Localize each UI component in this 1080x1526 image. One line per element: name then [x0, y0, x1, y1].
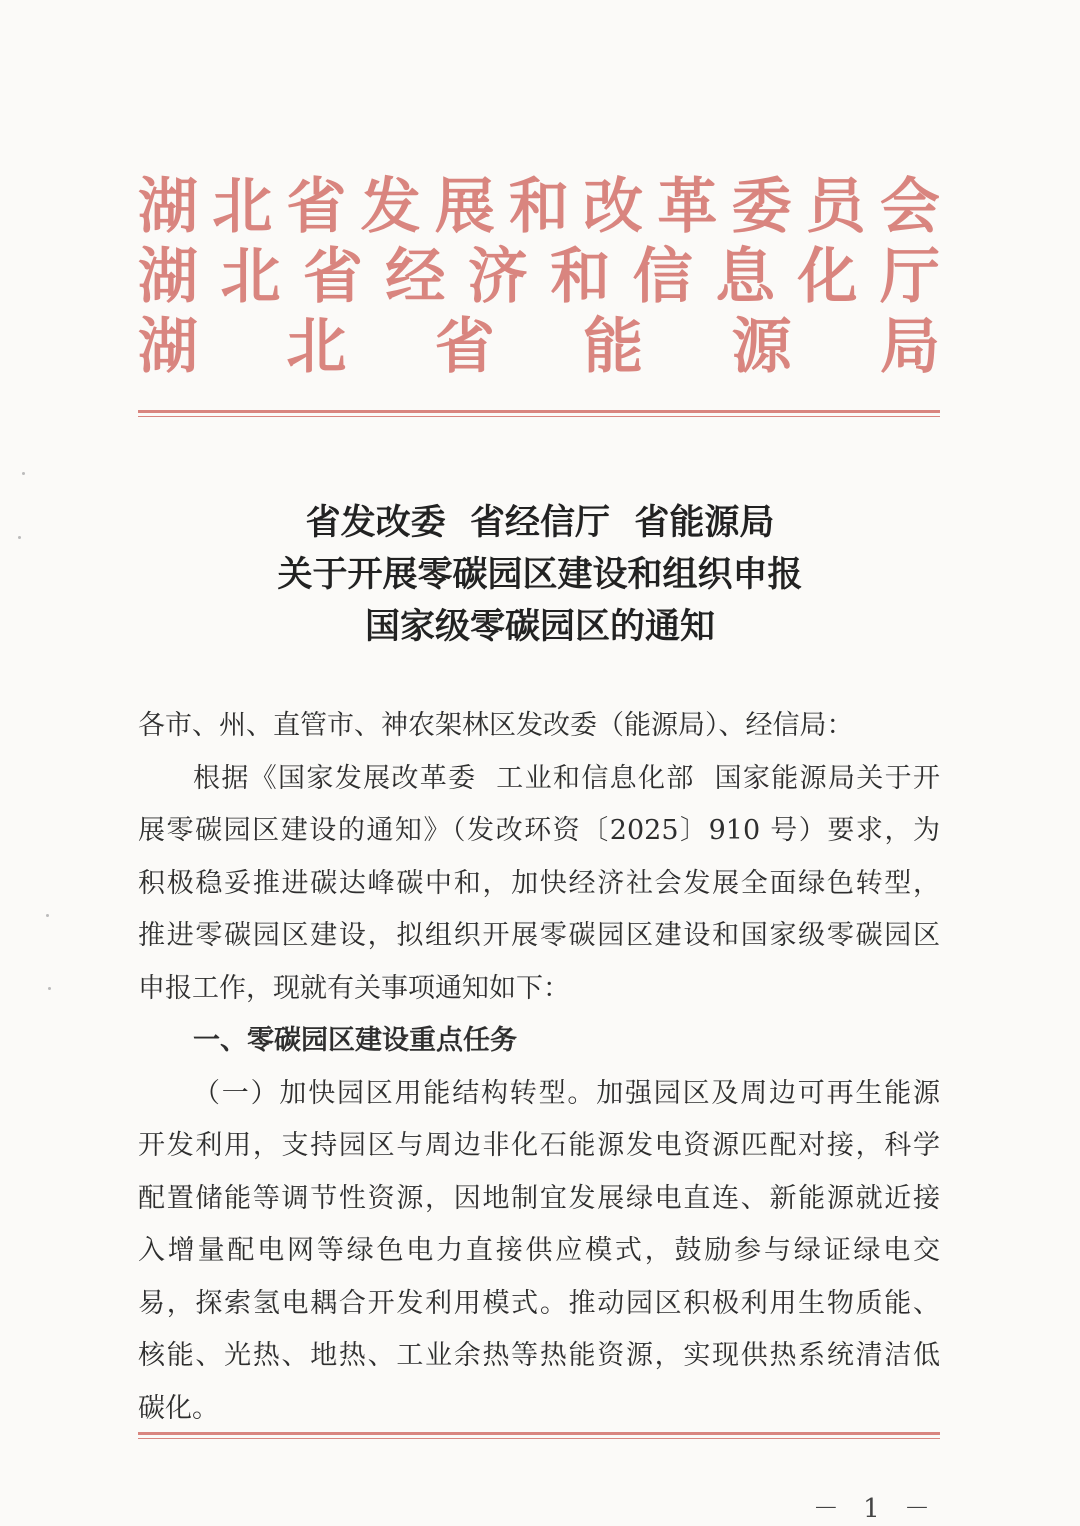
scan-speck	[46, 914, 49, 917]
issuer-char: 息	[715, 242, 776, 312]
issuer-char: 和	[508, 172, 569, 242]
issuer-char: 北	[286, 312, 347, 382]
issuer-char: 展	[434, 172, 495, 242]
issuer-char: 济	[467, 242, 528, 312]
issuer-char: 委	[731, 172, 792, 242]
issuer-char: 北	[212, 172, 273, 242]
paragraph-line: 入增量配电网等绿色电力直接供应模式，鼓励参与绿证绿电交	[138, 1235, 940, 1266]
issuer-char: 发	[360, 172, 421, 242]
document-body	[138, 700, 940, 1435]
scan-speck	[18, 536, 21, 539]
title-line-3: 国家级零碳园区的通知	[364, 607, 715, 647]
issuer-char: 省	[286, 172, 347, 242]
paragraph-line: 碳化。	[138, 1392, 219, 1424]
issuer-line-1	[138, 172, 940, 242]
issuer-char: 湖	[138, 242, 198, 312]
issuer-char: 会	[879, 172, 940, 242]
issuer-header	[138, 172, 940, 382]
paragraph-line: （一）加快园区用能结构转型。加强园区及周边可再生能源	[193, 1077, 940, 1109]
issuer-line-3	[138, 312, 940, 382]
issuer-char: 厅	[879, 242, 940, 312]
page-number: － 1 －	[812, 1494, 938, 1524]
paragraph-line: 核能、光热、地热、工业余热等热能资源，实现供热系统清洁低	[138, 1340, 940, 1371]
paragraph-line: 推进零碳园区建设，拟组织开展零碳园区建设和国家级零碳园区	[138, 920, 940, 951]
issuer-line-2	[138, 242, 940, 312]
addressee-line: 各市、州、直管市、神农架林区发改委（能源局）、经信局：	[138, 710, 854, 741]
issuer-char: 湖	[138, 172, 198, 242]
title-line-2: 关于开展零碳园区建设和组织申报	[277, 555, 803, 595]
scan-speck	[48, 987, 51, 990]
paragraph-line: 申报工作，现就有关事项通知如下：	[138, 972, 570, 1004]
issuer-char: 改	[583, 172, 644, 242]
issuer-char: 省	[434, 312, 495, 382]
title-line-1: 省发改委 省经信厅 省能源局	[305, 503, 775, 543]
issuer-char: 能	[583, 312, 644, 382]
issuer-char: 经	[385, 242, 446, 312]
paragraph-line: 易，探索氢电耦合开发利用模式。推动园区积极利用生物质能、	[138, 1287, 940, 1319]
issuer-char: 员	[805, 172, 866, 242]
header-red-rule	[138, 410, 940, 413]
issuer-char: 化	[797, 242, 858, 312]
footer-red-rule-thin	[138, 1438, 940, 1439]
scan-speck	[22, 472, 25, 475]
issuer-char: 湖	[138, 312, 198, 382]
issuer-char: 和	[550, 242, 611, 312]
paragraph-line: 开发利用，支持园区与周边非化石能源发电资源匹配对接，科学	[138, 1130, 940, 1161]
document-title	[140, 497, 940, 653]
issuer-char: 源	[731, 312, 792, 382]
paragraph-line: 展零碳园区建设的通知》（发改环资〔2025〕910 号）要求，为	[138, 815, 940, 846]
paragraph-line: 积极稳妥推进碳达峰碳中和，加快经济社会发展全面绿色转型，	[138, 867, 940, 899]
issuer-char: 北	[220, 242, 281, 312]
footer-red-rule	[138, 1432, 940, 1435]
issuer-char: 革	[657, 172, 718, 242]
issuer-char: 局	[879, 312, 940, 382]
paragraph-line: 根据《国家发展改革委 工业和信息化部 国家能源局关于开	[193, 762, 940, 794]
issuer-char: 信	[632, 242, 693, 312]
issuer-char: 省	[302, 242, 363, 312]
paragraph-line: 配置储能等调节性资源，因地制宜发展绿电直连、新能源就近接	[138, 1182, 940, 1214]
header-red-rule-thin	[138, 416, 940, 417]
section-heading: 一、零碳园区建设重点任务	[193, 1025, 517, 1056]
